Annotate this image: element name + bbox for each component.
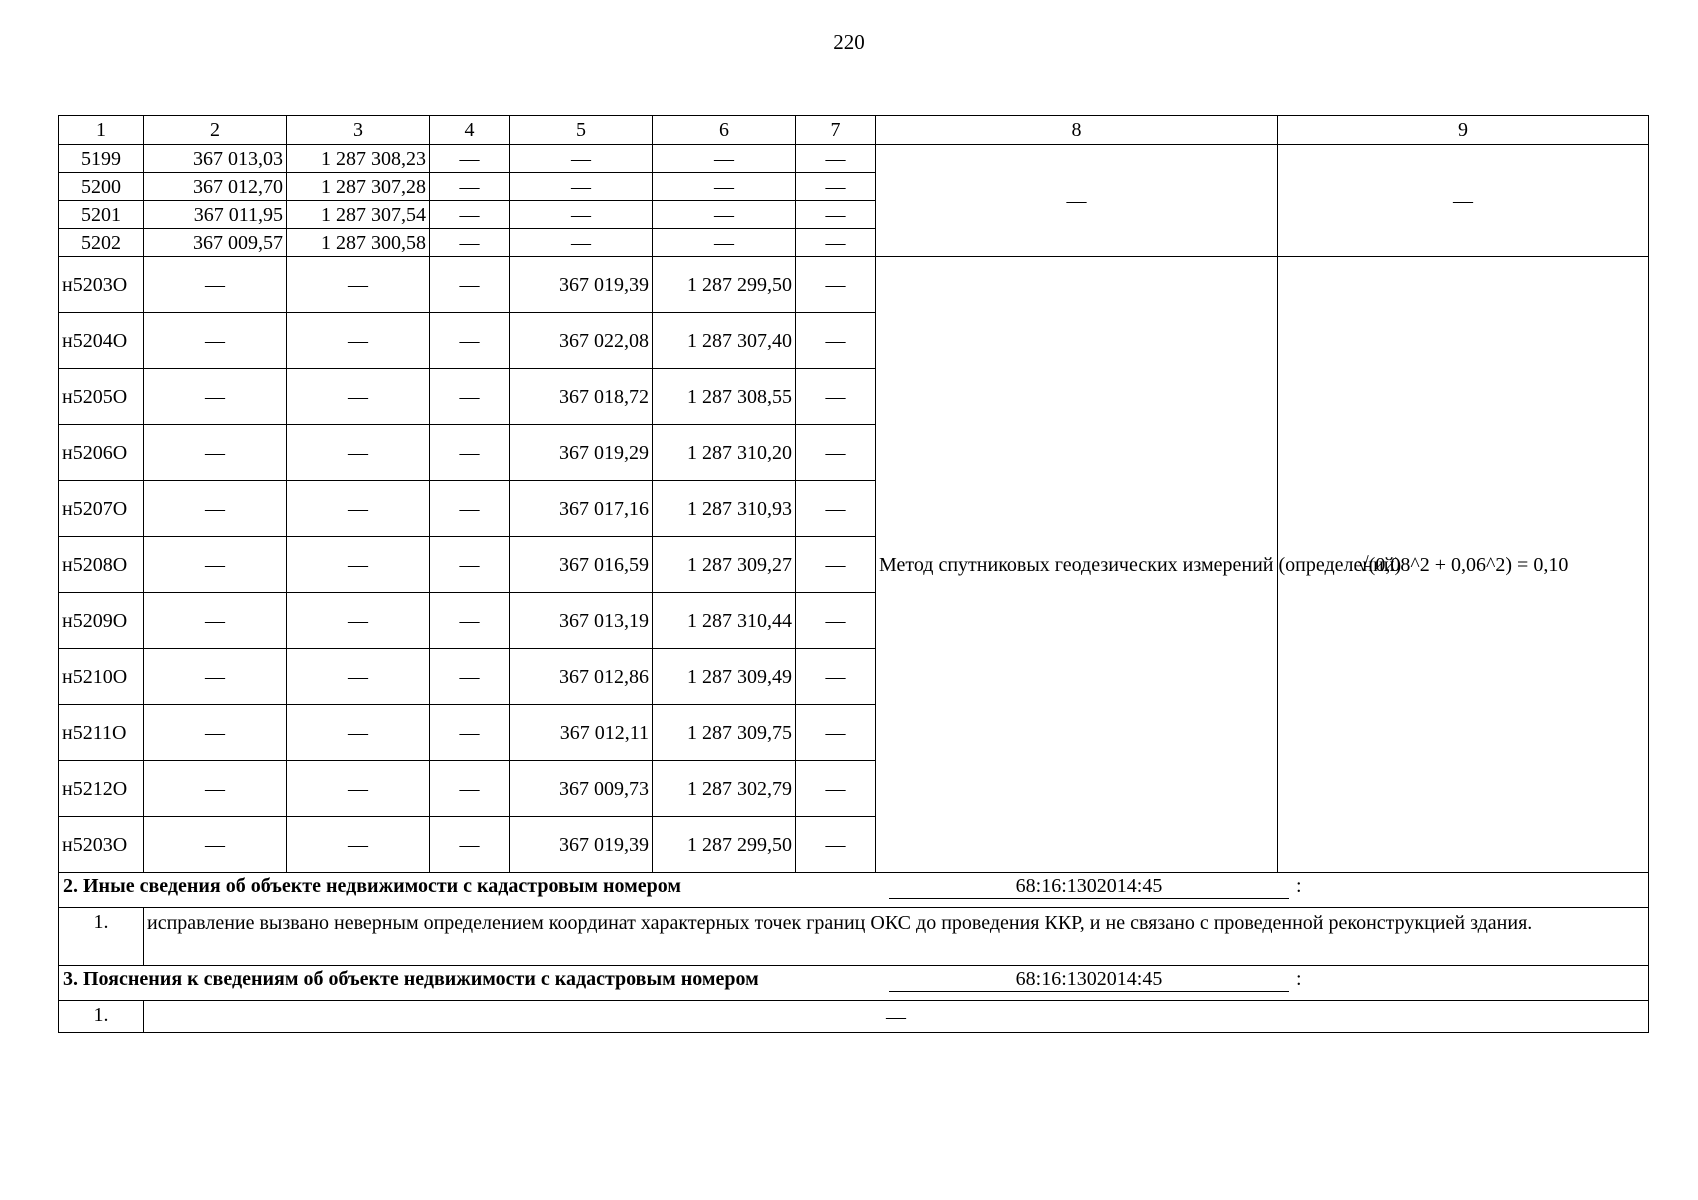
section3-heading-row — [59, 966, 1649, 1001]
y-coordinate-old: 1 287 307,54 — [287, 201, 430, 229]
dash-cell: — — [287, 313, 430, 369]
y-coordinate-new: 1 287 310,93 — [653, 481, 796, 537]
dash-cell: — — [287, 257, 430, 313]
dash-cell: — — [653, 201, 796, 229]
column-header: 1 — [59, 116, 144, 145]
dash-cell: — — [430, 537, 510, 593]
section2-cadastral-number: 68:16:1302014:45 — [889, 875, 1289, 899]
dash-cell: — — [144, 481, 287, 537]
section2-item-number: 1. — [59, 908, 144, 966]
point-number: н5209О — [59, 593, 144, 649]
x-coordinate-new: 367 017,16 — [510, 481, 653, 537]
point-number: н5210О — [59, 649, 144, 705]
header-row — [59, 116, 1649, 145]
point-number: н5203О — [59, 257, 144, 313]
dash-cell: — — [796, 173, 876, 201]
column-header: 4 — [430, 116, 510, 145]
column-header: 2 — [144, 116, 287, 145]
coordinates-table — [58, 115, 1649, 1033]
dash-cell: — — [510, 229, 653, 257]
section2-title: 2. Иные сведения об объекте недвижимости с кадастровым номером — [63, 875, 682, 897]
x-coordinate-old: 367 011,95 — [144, 201, 287, 229]
dash-cell: — — [796, 201, 876, 229]
dash-cell: — — [144, 593, 287, 649]
y-coordinate-new: 1 287 309,49 — [653, 649, 796, 705]
x-coordinate-new: 367 012,11 — [510, 705, 653, 761]
column-header: 8 — [876, 116, 1278, 145]
section2-item-row — [59, 908, 1649, 966]
y-coordinate-new: 1 287 310,20 — [653, 425, 796, 481]
method-cell: Метод спутниковых геодезических измерений (определений) — [876, 257, 1278, 873]
section2-heading-row — [59, 873, 1649, 908]
point-number: 5201 — [59, 201, 144, 229]
y-coordinate-new: 1 287 310,44 — [653, 593, 796, 649]
dash-cell: — — [287, 593, 430, 649]
section3-colon: : — [1296, 968, 1302, 990]
y-coordinate-new: 1 287 309,75 — [653, 705, 796, 761]
x-coordinate-new: 367 019,39 — [510, 817, 653, 873]
dash-cell: — — [430, 201, 510, 229]
y-coordinate-old: 1 287 300,58 — [287, 229, 430, 257]
dash-cell: — — [796, 593, 876, 649]
column-header: 9 — [1278, 116, 1649, 145]
section2-heading — [59, 873, 1649, 908]
dash-cell: — — [796, 425, 876, 481]
accuracy-cell-old: — — [1278, 145, 1649, 257]
dash-cell: — — [144, 257, 287, 313]
dash-cell: — — [430, 173, 510, 201]
dash-cell: — — [287, 761, 430, 817]
y-coordinate-new: 1 287 309,27 — [653, 537, 796, 593]
dash-cell: — — [796, 369, 876, 425]
section2-colon: : — [1296, 875, 1302, 897]
page-number: 220 — [833, 30, 865, 54]
dash-cell: — — [430, 145, 510, 173]
dash-cell: — — [430, 425, 510, 481]
y-coordinate-old: 1 287 307,28 — [287, 173, 430, 201]
dash-cell: — — [430, 705, 510, 761]
y-coordinate-new: 1 287 308,55 — [653, 369, 796, 425]
point-number: н5203О — [59, 817, 144, 873]
x-coordinate-new: 367 019,39 — [510, 257, 653, 313]
column-header: 7 — [796, 116, 876, 145]
dash-cell: — — [144, 313, 287, 369]
table-row — [59, 145, 1649, 173]
dash-cell: — — [144, 649, 287, 705]
dash-cell: — — [510, 201, 653, 229]
x-coordinate-new: 367 018,72 — [510, 369, 653, 425]
dash-cell: — — [796, 481, 876, 537]
section3-cadastral-number: 68:16:1302014:45 — [889, 968, 1289, 992]
dash-cell: — — [287, 425, 430, 481]
dash-cell: — — [287, 649, 430, 705]
y-coordinate-new: 1 287 307,40 — [653, 313, 796, 369]
section3-title: 3. Пояснения к сведениям об объекте недвижимости с кадастровым номером — [63, 968, 759, 990]
point-number: 5199 — [59, 145, 144, 173]
dash-cell: — — [287, 481, 430, 537]
dash-cell: — — [144, 761, 287, 817]
column-header: 6 — [653, 116, 796, 145]
section3-item-text: — — [144, 1001, 1649, 1033]
dash-cell: — — [430, 257, 510, 313]
dash-cell: — — [796, 229, 876, 257]
x-coordinate-new: 367 013,19 — [510, 593, 653, 649]
dash-cell: — — [430, 369, 510, 425]
dash-cell: — — [796, 313, 876, 369]
x-coordinate-new: 367 022,08 — [510, 313, 653, 369]
y-coordinate-new: 1 287 299,50 — [653, 257, 796, 313]
dash-cell: — — [510, 173, 653, 201]
section3-item-row — [59, 1001, 1649, 1033]
dash-cell: — — [653, 145, 796, 173]
dash-cell: — — [653, 229, 796, 257]
x-coordinate-old: 367 013,03 — [144, 145, 287, 173]
dash-cell: — — [144, 537, 287, 593]
dash-cell: — — [144, 705, 287, 761]
point-number: н5208О — [59, 537, 144, 593]
dash-cell: — — [796, 537, 876, 593]
point-number: н5212О — [59, 761, 144, 817]
table-row — [59, 257, 1649, 313]
section3-item-number: 1. — [59, 1001, 144, 1033]
dash-cell: — — [796, 705, 876, 761]
dash-cell: — — [430, 229, 510, 257]
column-header: 5 — [510, 116, 653, 145]
dash-cell: — — [144, 817, 287, 873]
x-coordinate-new: 367 012,86 — [510, 649, 653, 705]
column-header: 3 — [287, 116, 430, 145]
point-number: н5205О — [59, 369, 144, 425]
dash-cell: — — [287, 705, 430, 761]
dash-cell: — — [287, 817, 430, 873]
dash-cell: — — [287, 369, 430, 425]
point-number: н5211О — [59, 705, 144, 761]
dash-cell: — — [144, 425, 287, 481]
dash-cell: — — [144, 369, 287, 425]
dash-cell: — — [796, 649, 876, 705]
dash-cell: — — [653, 173, 796, 201]
dash-cell: — — [430, 761, 510, 817]
section3-heading — [59, 966, 1649, 1001]
dash-cell: — — [430, 649, 510, 705]
section2-item-text: исправление вызвано неверным определением координат характерных точек границ ОКС до проведения ККР, и не связано с проведенной реконструкцией здания. — [144, 908, 1649, 966]
method-cell-old: — — [876, 145, 1278, 257]
x-coordinate-old: 367 009,57 — [144, 229, 287, 257]
x-coordinate-old: 367 012,70 — [144, 173, 287, 201]
dash-cell: — — [796, 817, 876, 873]
dash-cell: — — [430, 313, 510, 369]
y-coordinate-new: 1 287 299,50 — [653, 817, 796, 873]
x-coordinate-new: 367 016,59 — [510, 537, 653, 593]
dash-cell: — — [430, 817, 510, 873]
dash-cell: — — [796, 145, 876, 173]
point-number: н5204О — [59, 313, 144, 369]
point-number: 5200 — [59, 173, 144, 201]
x-coordinate-new: 367 019,29 — [510, 425, 653, 481]
y-coordinate-old: 1 287 308,23 — [287, 145, 430, 173]
dash-cell: — — [430, 481, 510, 537]
point-number: н5207О — [59, 481, 144, 537]
dash-cell: — — [796, 257, 876, 313]
dash-cell: — — [430, 593, 510, 649]
x-coordinate-new: 367 009,73 — [510, 761, 653, 817]
accuracy-cell: √(0,08^2 + 0,06^2) = 0,10 — [1278, 257, 1649, 873]
point-number: 5202 — [59, 229, 144, 257]
dash-cell: — — [796, 761, 876, 817]
point-number: н5206О — [59, 425, 144, 481]
dash-cell: — — [510, 145, 653, 173]
y-coordinate-new: 1 287 302,79 — [653, 761, 796, 817]
dash-cell: — — [287, 537, 430, 593]
